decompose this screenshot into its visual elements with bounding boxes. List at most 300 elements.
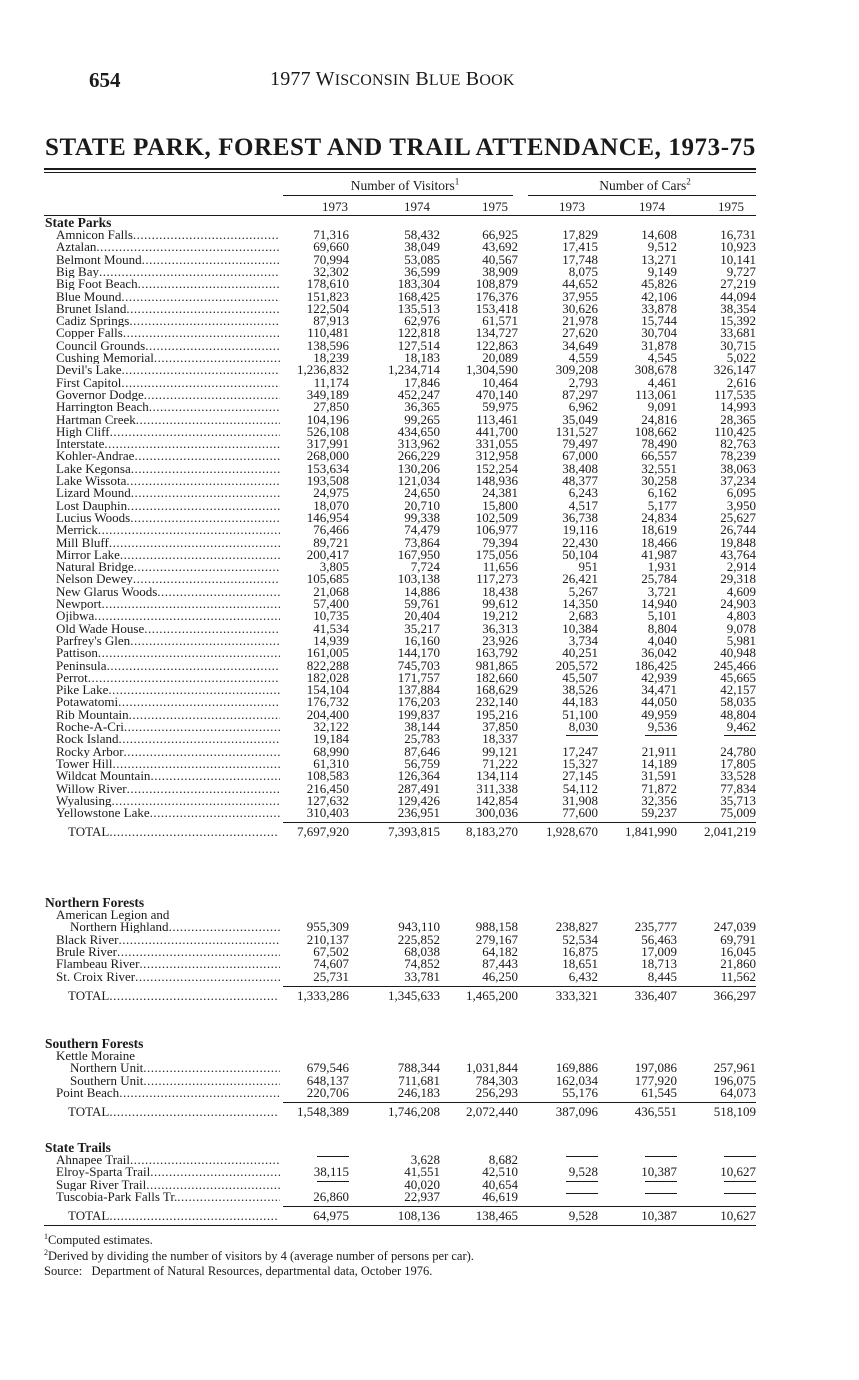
row-label: Wyalusing .....	[56, 795, 280, 807]
row-value: 300,036	[475, 805, 518, 821]
row-value: 17,805	[720, 755, 756, 771]
row-value: 19,184	[313, 731, 349, 747]
row-value: 161,005	[306, 645, 349, 661]
row-value: 74,607	[313, 956, 349, 972]
row-value: 331,055	[475, 436, 518, 452]
row-value: 175,056	[475, 546, 518, 562]
row-value: 193,508	[306, 473, 349, 488]
row-value: 148,936	[475, 473, 518, 488]
row-value: 313,962	[397, 436, 440, 452]
row-value: 35,217	[404, 620, 440, 636]
row-value: 87,913	[313, 313, 349, 329]
row-value: 18,619	[641, 522, 677, 538]
row-value: 349,189	[306, 386, 349, 402]
row-value: 24,816	[641, 411, 677, 427]
row-value: 42,939	[641, 669, 677, 685]
year-header-cars-1975: 1975	[718, 199, 744, 214]
row-value: 31,908	[562, 792, 598, 808]
row-value: 195,216	[475, 706, 518, 722]
row-value: 79,394	[482, 534, 518, 550]
row-value: 17,247	[562, 743, 598, 759]
row-value: 36,738	[562, 509, 598, 525]
row-value: 6,432	[568, 968, 598, 984]
total-label: TOTAL .....	[68, 1106, 278, 1118]
row-value: 35,713	[720, 792, 756, 808]
total-value: 1,928,670	[546, 824, 598, 840]
row-value: 38,354	[720, 300, 756, 316]
row-label: Hartman Creek .....	[56, 414, 280, 426]
row-value: 48,804	[720, 706, 756, 722]
total-value: 1,746,208	[388, 1104, 440, 1120]
row-value: 89,721	[313, 534, 349, 550]
row-value: 9,091	[647, 399, 677, 415]
row-value: 134,727	[475, 325, 518, 341]
row-value: 108,662	[634, 423, 677, 439]
row-value: 711,681	[398, 1072, 440, 1088]
cars-group-underline	[528, 195, 756, 196]
row-value: 169,886	[555, 1060, 598, 1076]
row-value: 22,430	[562, 534, 598, 550]
row-value: 309,208	[555, 362, 598, 378]
table-row	[0, 1188, 859, 1204]
total-value: 64,975	[313, 1208, 349, 1224]
row-label: Mirror Lake .....	[56, 549, 280, 561]
row-value: 197,086	[634, 1060, 677, 1076]
row-label: Ahnapee Trail .....	[56, 1154, 280, 1166]
row-value: 951	[578, 559, 598, 575]
row-label: Brunet Island .....	[56, 303, 280, 315]
row-value: 33,528	[720, 768, 756, 784]
row-value: 452,247	[397, 386, 440, 402]
row-value: 135,513	[397, 300, 440, 316]
row-value: 48,377	[562, 473, 598, 488]
row-value: 24,780	[720, 743, 756, 759]
row-value: 38,408	[562, 460, 598, 476]
row-value: 134,114	[476, 768, 518, 784]
year-header-cars-1974: 1974	[639, 199, 665, 214]
row-value: 67,502	[313, 943, 349, 959]
row-value: 3,950	[726, 497, 756, 513]
total-rule	[283, 986, 756, 987]
row-value: 31,591	[641, 768, 677, 784]
row-value: 5,267	[568, 583, 598, 599]
row-label: Elroy-Sparta Trail .....	[56, 1166, 280, 1178]
row-value: 127,632	[306, 792, 349, 808]
row-label: Big Bay .....	[56, 266, 280, 278]
title-rule-thin	[44, 172, 756, 173]
row-value: 17,846	[404, 374, 440, 390]
row-value: 33,781	[404, 968, 440, 984]
row-value: 168,425	[397, 288, 440, 304]
row-value: 232,140	[475, 694, 518, 710]
row-value: 8,682	[488, 1152, 518, 1167]
row-value: 6,162	[647, 485, 677, 501]
row-value: 99,121	[482, 743, 518, 759]
row-value: 18,070	[313, 497, 349, 513]
row-value: 64,182	[482, 943, 518, 959]
row-value: 51,100	[562, 706, 598, 722]
row-value: 311,338	[476, 780, 518, 796]
row-value: 126,364	[397, 768, 440, 784]
year-header-cars-1973: 1973	[559, 199, 585, 214]
row-label: Brule River .....	[56, 946, 280, 958]
row-label: Cushing Memorial .....	[56, 352, 280, 364]
row-value: 18,337	[482, 731, 518, 747]
row-value: 17,009	[641, 943, 677, 959]
row-value: 55,176	[562, 1084, 598, 1100]
total-value: 7,697,920	[297, 824, 349, 840]
row-value: 679,546	[306, 1060, 349, 1076]
row-value: 45,665	[720, 669, 756, 685]
total-value: 2,072,440	[466, 1104, 518, 1120]
row-value: 33,878	[641, 300, 677, 316]
row-value: 28,365	[720, 411, 756, 427]
row-value: 99,612	[482, 596, 518, 611]
row-value: 14,886	[404, 583, 440, 599]
row-value: 79,497	[562, 436, 598, 452]
row-value: 66,925	[482, 227, 518, 242]
year-header-visitors-1975: 1975	[482, 199, 508, 214]
row-value	[587, 1191, 677, 1206]
total-value: 436,551	[634, 1104, 677, 1120]
row-value: 18,466	[641, 534, 677, 550]
row-value: 44,652	[562, 276, 598, 292]
row-value: 14,993	[720, 399, 756, 415]
row-value: 21,978	[562, 313, 598, 329]
row-value: 75,009	[720, 805, 756, 821]
total-value: 108,136	[397, 1208, 440, 1224]
row-value: 30,258	[641, 473, 677, 488]
row-value: 113,461	[476, 411, 518, 427]
row-value: 5,177	[647, 497, 677, 513]
row-value: 122,818	[397, 325, 440, 341]
row-value	[666, 1191, 756, 1206]
row-value: 44,183	[562, 694, 598, 710]
row-value: 37,234	[720, 473, 756, 488]
row-value: 784,303	[475, 1072, 518, 1088]
row-value: 131,527	[555, 423, 598, 439]
row-value: 310,403	[306, 805, 349, 821]
total-rule	[283, 1206, 756, 1207]
row-value: 955,309	[306, 919, 349, 935]
row-value: 256,293	[475, 1084, 518, 1100]
row-value: 87,443	[482, 956, 518, 972]
row-value: 19,212	[482, 608, 518, 624]
row-value: 45,507	[562, 669, 598, 685]
row-value: 18,651	[562, 956, 598, 972]
row-label: Copper Falls .....	[56, 327, 280, 339]
total-value: 1,333,286	[297, 987, 349, 1003]
row-value: 129,426	[397, 792, 440, 808]
row-label: New Glarus Woods .....	[56, 586, 280, 598]
row-value: 10,464	[482, 374, 518, 390]
row-value: 1,931	[647, 559, 677, 575]
row-value: 441,700	[475, 423, 518, 439]
row-value: 27,850	[313, 399, 349, 415]
row-value: 33,681	[720, 325, 756, 341]
row-value: 225,852	[397, 931, 440, 947]
row-value: 22,937	[404, 1188, 440, 1204]
total-label: TOTAL .....	[68, 990, 278, 1002]
row-label: Pike Lake .....	[56, 684, 280, 696]
row-value: 38,049	[404, 239, 440, 255]
row-value: 59,761	[404, 596, 440, 611]
row-value: 58,432	[404, 227, 440, 242]
row-label: Mill Bluff .....	[56, 537, 280, 549]
title-rule-thick	[44, 168, 756, 170]
total-value: 138,465	[475, 1208, 518, 1224]
row-label: Northern Unit .....	[70, 1062, 280, 1074]
row-value: 59,237	[641, 805, 677, 821]
row-label: Lizard Mound .....	[56, 487, 280, 499]
row-value: 14,940	[641, 596, 677, 611]
row-value: 70,994	[313, 251, 349, 267]
total-value: 336,407	[634, 987, 677, 1003]
row-value: 19,116	[562, 522, 598, 538]
row-value: 18,239	[313, 350, 349, 365]
row-value: 108,879	[475, 276, 518, 292]
row-value: 32,122	[313, 719, 349, 734]
table-row	[0, 807, 859, 819]
row-value: 4,461	[647, 374, 677, 390]
total-value: 8,183,270	[466, 824, 518, 840]
footnote-1: $^1$Computed estimates.	[44, 1231, 153, 1247]
row-label: Flambeau River .....	[56, 958, 280, 970]
row-value: 142,854	[475, 792, 518, 808]
row-value: 40,654	[482, 1176, 518, 1192]
row-value: 317,991	[306, 436, 349, 452]
row-value: 10,387	[641, 1164, 677, 1180]
row-value: 216,450	[306, 780, 349, 796]
row-value: 18,183	[404, 350, 440, 365]
row-value: 3,805	[319, 559, 349, 575]
row-value: 25,784	[641, 571, 677, 587]
row-value: 37,955	[562, 288, 598, 304]
row-label: Amnicon Falls .....	[56, 229, 280, 241]
row-label: First Capitol .....	[56, 377, 280, 389]
row-value: 74,852	[404, 956, 440, 972]
row-value: 981,865	[475, 657, 518, 673]
row-value: 29,318	[720, 571, 756, 587]
row-value: 24,903	[720, 596, 756, 611]
row-value: 7,724	[410, 559, 440, 575]
row-value: 68,990	[313, 743, 349, 759]
row-value: 27,620	[562, 325, 598, 341]
row-value: 11,174	[313, 374, 349, 390]
row-value: 53,085	[404, 251, 440, 267]
row-value: 163,792	[475, 645, 518, 661]
row-value: 32,551	[641, 460, 677, 476]
row-value: 24,650	[404, 485, 440, 501]
row-value: 69,791	[720, 931, 756, 947]
row-label: Harrington Beach .....	[56, 401, 280, 413]
total-value: 387,096	[555, 1104, 598, 1120]
section-title-southern-forests: Southern Forests	[45, 1036, 144, 1051]
row-value: 14,939	[313, 632, 349, 648]
row-value: 15,327	[562, 755, 598, 771]
row-value: 137,884	[397, 682, 440, 698]
row-value: 822,288	[306, 657, 349, 673]
running-head	[270, 68, 515, 91]
row-label: Peninsula .....	[56, 660, 280, 672]
row-label: Roche-A-Cri .....	[56, 721, 280, 733]
row-value: 61,571	[482, 313, 518, 329]
row-label: Blue Mound .....	[56, 291, 280, 303]
row-label: Kohler-Andrae .....	[56, 450, 280, 462]
row-label: Old Wade House .....	[56, 623, 280, 635]
row-label: Rock Island .....	[56, 733, 280, 745]
row-value: 24,834	[641, 509, 677, 525]
row-value: 8,804	[647, 620, 677, 636]
row-label: Sugar River Trail .....	[56, 1179, 280, 1191]
row-value: 122,504	[306, 300, 349, 316]
row-value: 4,609	[726, 583, 756, 599]
row-value: 37,850	[482, 719, 518, 734]
book-year: 1977	[270, 68, 311, 90]
row-value: 3,628	[410, 1152, 440, 1167]
row-value: 2,683	[568, 608, 598, 624]
row-value: 74,479	[404, 522, 440, 538]
total-value: 366,297	[713, 987, 756, 1003]
total-value: 10,627	[720, 1208, 756, 1224]
row-label: Lucius Woods .....	[56, 512, 280, 524]
page-number: 654	[89, 68, 121, 92]
row-label: Governor Dodge .....	[56, 389, 280, 401]
row-value: 110,425	[714, 423, 756, 439]
row-value: 110,481	[307, 325, 349, 341]
row-value: 153,418	[475, 300, 518, 316]
row-value: 199,837	[397, 706, 440, 722]
row-value: 44,094	[720, 288, 756, 304]
row-value	[508, 1191, 598, 1206]
row-value: 17,748	[562, 251, 598, 267]
total-rule	[283, 1102, 756, 1103]
row-value: 41,551	[404, 1164, 440, 1180]
row-value: 210,137	[306, 931, 349, 947]
row-value: 182,028	[306, 669, 349, 685]
row-value: 171,757	[397, 669, 440, 685]
row-value: 50,104	[562, 546, 598, 562]
row-value: 15,800	[482, 497, 518, 513]
row-value: 1,031,844	[466, 1060, 518, 1076]
row-value: 71,872	[641, 780, 677, 796]
row-label: Belmont Mound .....	[56, 254, 280, 266]
row-value: 204,400	[306, 706, 349, 722]
row-value: 17,415	[562, 239, 598, 255]
row-label: Wildcat Mountain .....	[56, 770, 280, 782]
row-value: 17,829	[562, 227, 598, 242]
row-value: 76,466	[313, 522, 349, 538]
row-value: 122,863	[475, 337, 518, 353]
year-header-visitors-1974: 1974	[404, 199, 430, 214]
row-value: 279,167	[475, 931, 518, 947]
row-value: 1,234,714	[388, 362, 440, 378]
row-value: 44,050	[641, 694, 677, 710]
row-value: 9,149	[647, 263, 677, 279]
row-value: 71,222	[482, 755, 518, 771]
table-bottom-rule	[44, 1225, 756, 1226]
row-value: 18,438	[482, 583, 518, 599]
row-label: Rocky Arbor .....	[56, 746, 280, 758]
row-value: 27,219	[720, 276, 756, 292]
row-value: 40,020	[404, 1176, 440, 1192]
row-value: 14,350	[562, 596, 598, 611]
row-value: 308,678	[634, 362, 677, 378]
row-value: 220,706	[306, 1084, 349, 1100]
row-value: 24,975	[313, 485, 349, 501]
row-value: 31,878	[641, 337, 677, 353]
row-value: 287,491	[397, 780, 440, 796]
row-value: 648,137	[306, 1072, 349, 1088]
visitors-group-underline	[283, 195, 513, 196]
row-value: 42,510	[482, 1164, 518, 1180]
row-value: 61,310	[313, 755, 349, 771]
row-value: 3,721	[647, 583, 677, 599]
row-value: 77,600	[562, 805, 598, 821]
row-value: 151,823	[306, 288, 349, 304]
total-value: 1,345,633	[388, 987, 440, 1003]
row-value: 144,170	[397, 645, 440, 661]
row-value: 788,344	[397, 1060, 440, 1076]
row-value: 205,572	[555, 657, 598, 673]
row-value: 73,864	[404, 534, 440, 550]
total-value: 1,548,389	[297, 1104, 349, 1120]
row-value: 8,445	[647, 968, 677, 984]
row-value: 32,302	[313, 263, 349, 279]
row-label: Devil's Lake .....	[56, 364, 280, 376]
row-label: Perrot .....	[56, 672, 280, 684]
row-label: Aztalan .....	[56, 241, 280, 253]
row-value: 988,158	[475, 919, 518, 935]
row-value: 146,954	[306, 509, 349, 525]
row-value: 162,034	[555, 1072, 598, 1088]
row-value: 77,834	[720, 780, 756, 796]
row-label: Nelson Dewey .....	[56, 573, 280, 585]
row-label: Big Foot Beach .....	[56, 278, 280, 290]
row-value: 238,827	[555, 919, 598, 935]
row-value: 99,265	[404, 411, 440, 427]
row-value: 235,777	[634, 919, 677, 935]
row-value: 99,338	[404, 509, 440, 525]
row-value: 9,512	[647, 239, 677, 255]
row-value: 46,250	[482, 968, 518, 984]
row-value: 36,599	[404, 263, 440, 279]
row-value: 69,660	[313, 239, 349, 255]
row-value: 326,147	[713, 362, 756, 378]
row-value: 30,715	[720, 337, 756, 353]
row-value: 247,039	[713, 919, 756, 935]
row-label: Pattison .....	[56, 647, 280, 659]
total-row	[0, 1210, 859, 1222]
row-value: 62,976	[404, 313, 440, 329]
row-value: 20,710	[404, 497, 440, 513]
row-value: 82,763	[720, 436, 756, 452]
row-value: 41,534	[313, 620, 349, 636]
row-value: 78,490	[641, 436, 677, 452]
row-value: 236,951	[397, 805, 440, 821]
row-value: 23,926	[482, 632, 518, 648]
row-label: Willow River .....	[56, 783, 280, 795]
row-value: 20,089	[482, 350, 518, 365]
row-value: 9,078	[726, 620, 756, 636]
row-value: 42,106	[641, 288, 677, 304]
row-value: 87,297	[562, 386, 598, 402]
row-value: 266,229	[397, 448, 440, 464]
row-label: Black River .....	[56, 934, 280, 946]
row-value: 1,304,590	[466, 362, 518, 378]
row-value: 26,860	[313, 1188, 349, 1204]
row-value: 10,627	[720, 1164, 756, 1180]
